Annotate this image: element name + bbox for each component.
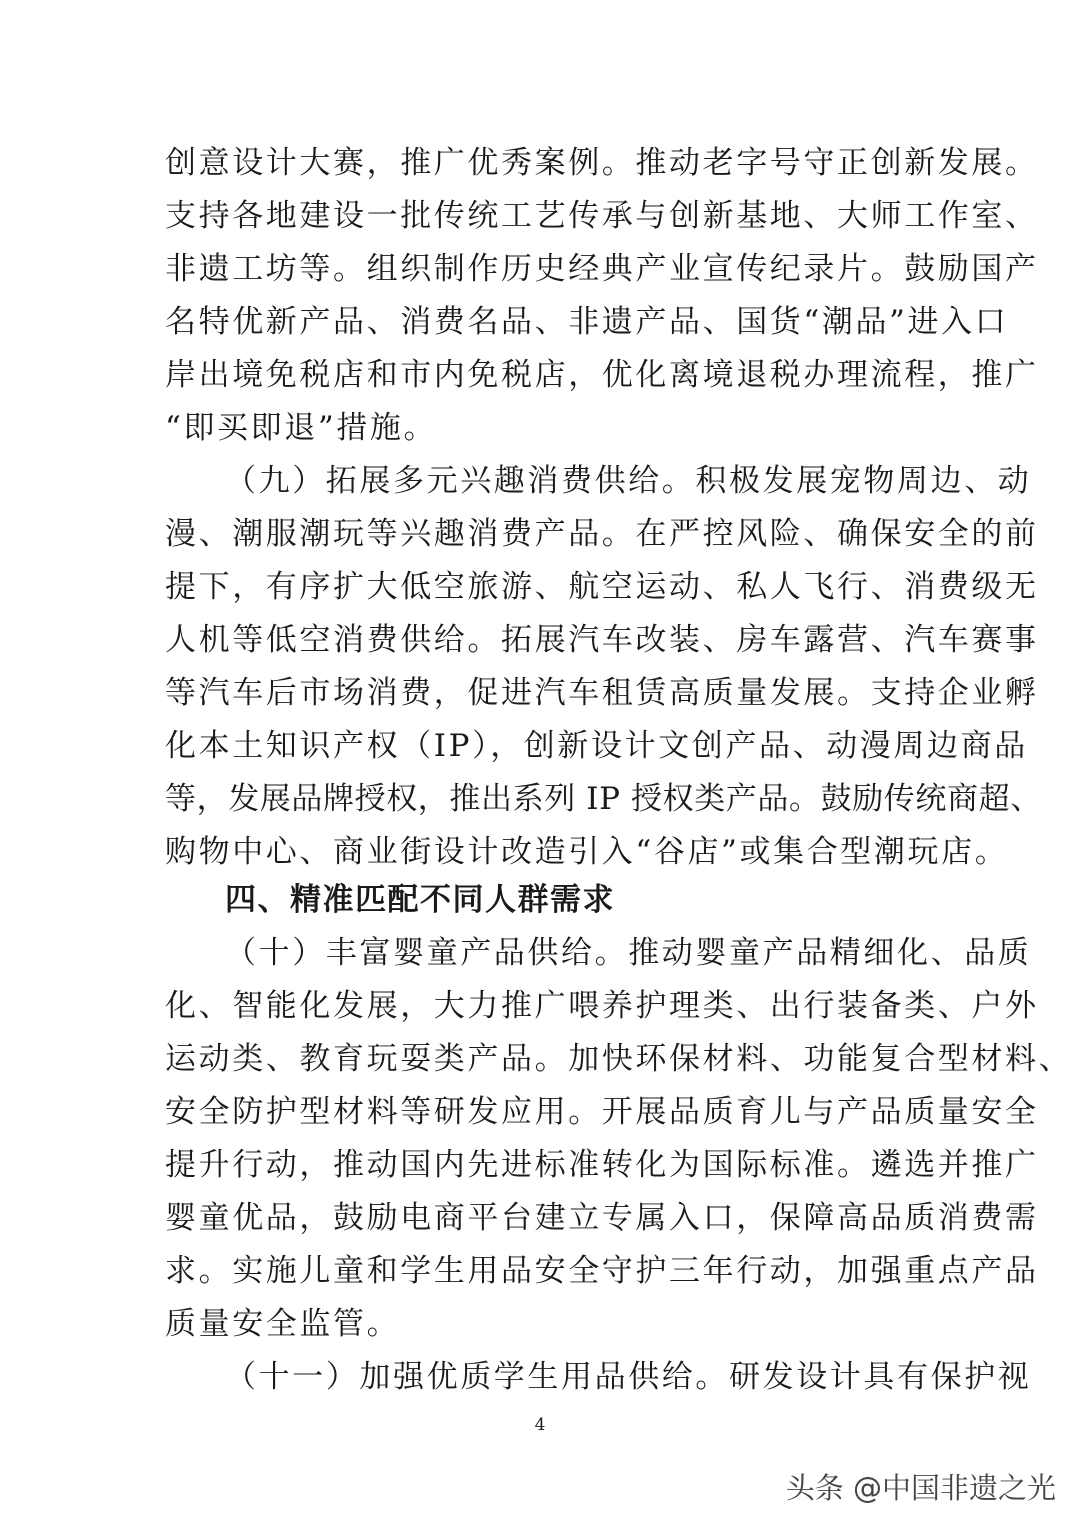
section-heading: 四、精准匹配不同人群需求 (225, 882, 615, 918)
body-line: 等，发展品牌授权，推出系列 IP 授权类产品。鼓励传统商超、 (165, 781, 1042, 817)
paragraph-start-line: （十）丰富婴童产品供给。推动婴童产品精细化、品质 (225, 935, 1032, 971)
body-line: 提升行动，推动国内先进标准转化为国际标准。遴选并推广 (165, 1147, 1039, 1183)
body-line: 化、智能化发展，大力推广喂养护理类、出行装备类、户外 (165, 988, 1039, 1024)
watermark-text: 头条 @中国非遗之光 (785, 1471, 1056, 1505)
body-line: 漫、潮服潮玩等兴趣消费产品。在严控风险、确保安全的前 (165, 516, 1039, 552)
page-number: 4 (534, 1415, 546, 1435)
body-line: 名特优新产品、消费名品、非遗产品、国货“潮品”进入口 (165, 304, 1009, 340)
body-line: 运动类、教育玩耍类产品。加快环保材料、功能复合型材料、 (165, 1041, 1073, 1077)
body-line: “即买即退”措施。 (165, 410, 438, 446)
body-line: 创意设计大赛，推广优秀案例。推动老字号守正创新发展。 (165, 145, 1039, 181)
body-line: 婴童优品，鼓励电商平台建立专属入口，保障高品质消费需 (165, 1200, 1039, 1236)
body-line: 化本土知识产权（IP），创新设计文创产品、动漫周边商品 (165, 728, 1028, 764)
body-line: 岸出境免税店和市内免税店，优化离境退税办理流程，推广 (165, 357, 1039, 393)
body-line: 质量安全监管。 (165, 1306, 401, 1342)
body-line: 购物中心、商业街设计改造引入“谷店”或集合型潮玩店。 (165, 834, 1009, 870)
body-line: 安全防护型材料等研发应用。开展品质育儿与产品质量安全 (165, 1094, 1039, 1130)
body-line: 求。实施儿童和学生用品安全守护三年行动，加强重点产品 (165, 1253, 1039, 1289)
body-line: 非遗工坊等。组织制作历史经典产业宣传纪录片。鼓励国产 (165, 251, 1039, 287)
body-line: 支持各地建设一批传统工艺传承与创新基地、大师工作室、 (165, 198, 1039, 234)
paragraph-start-line: （九）拓展多元兴趣消费供给。积极发展宠物周边、动 (225, 463, 1032, 499)
body-line: 等汽车后市场消费，促进汽车租赁高质量发展。支持企业孵 (165, 675, 1039, 711)
body-line: 人机等低空消费供给。拓展汽车改装、房车露营、汽车赛事 (165, 622, 1039, 658)
body-line: 提下，有序扩大低空旅游、航空运动、私人飞行、消费级无 (165, 569, 1039, 605)
paragraph-start-line: （十一）加强优质学生用品供给。研发设计具有保护视 (225, 1359, 1032, 1395)
